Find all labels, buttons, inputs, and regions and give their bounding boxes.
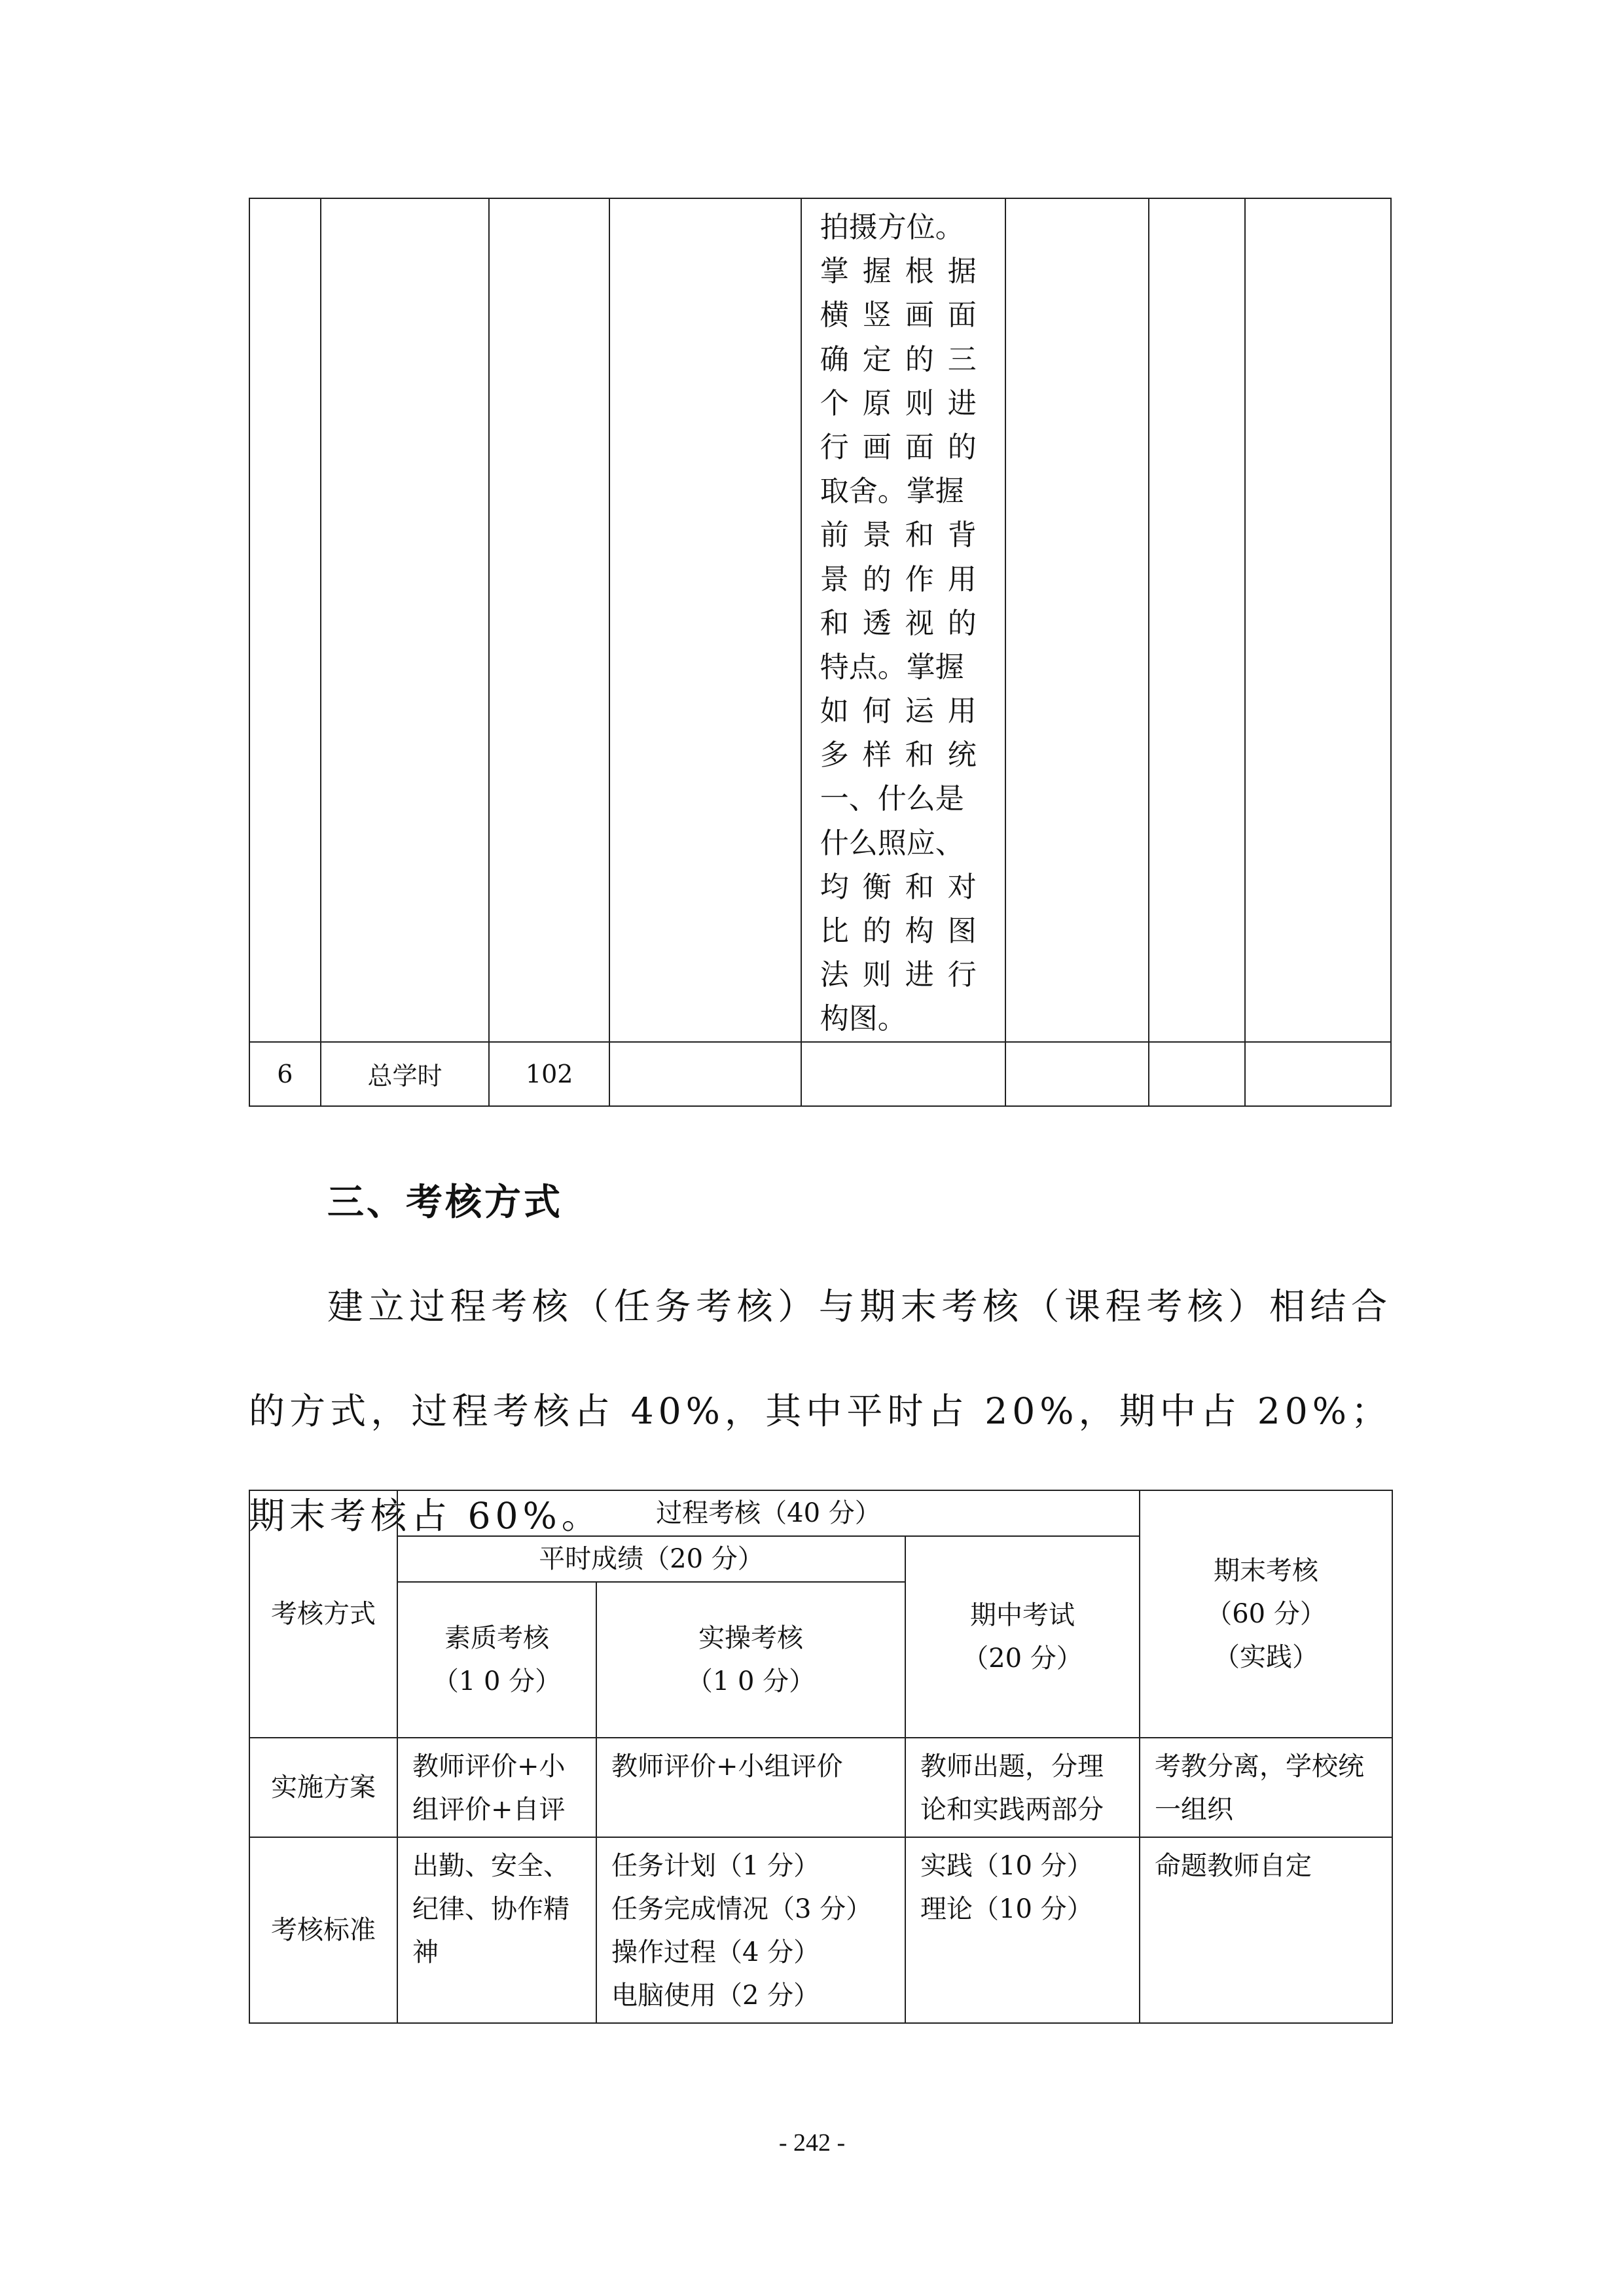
assessment-paragraph: 建立过程考核（任务考核）与期末考核（课程考核）相结合的方式，过程考核占 40%，其中平时占 20%，期中占 20%；期末考核占 60%。	[249, 1285, 1392, 1537]
total-hours-value: 102	[489, 1042, 609, 1106]
table-cell	[249, 198, 321, 1042]
assessment-method-header: 考核方式	[249, 1490, 397, 1738]
table-cell	[801, 1042, 1005, 1106]
content-line: 如何运用	[820, 694, 990, 728]
final-assessment-header	[1140, 1490, 1392, 1738]
text-line: 考教分离，学校统	[1155, 1751, 1365, 1782]
content-line: 掌握根据	[820, 255, 990, 289]
implementation-header: 实施方案	[249, 1738, 397, 1837]
implementation-row	[249, 1738, 1392, 1837]
midterm-header	[905, 1536, 1140, 1738]
content-line: 什么照应、	[820, 826, 964, 860]
table-cell	[489, 198, 609, 1042]
text-line: 教师评价+小组评价	[611, 1751, 843, 1782]
standard-row	[249, 1837, 1392, 2023]
content-line: 法则进行	[820, 958, 990, 992]
text-line: 组评价+自评	[412, 1795, 566, 1825]
usual-score-header: 平时成绩（20 分）	[397, 1536, 905, 1582]
quality-header	[397, 1582, 596, 1738]
quality-score: （1 0 分）	[432, 1666, 562, 1696]
assessment-table	[249, 1490, 1393, 2024]
standard-final	[1140, 1837, 1392, 2023]
table-cell	[321, 198, 490, 1042]
text-line: 教师评价+小	[412, 1751, 566, 1782]
teaching-content-cell	[801, 198, 1005, 1042]
content-line: 前景和背	[820, 518, 990, 552]
content-line: 构图。	[820, 1002, 907, 1036]
content-line: 特点。掌握	[820, 650, 964, 684]
plan-quality	[397, 1738, 596, 1837]
section-heading: 三、考核方式	[327, 1181, 563, 1224]
text-line: 理论（10 分）	[920, 1894, 1093, 1924]
final-score: （60 分）	[1206, 1599, 1326, 1629]
text-line: 教师出题，分理	[920, 1751, 1104, 1782]
table-cell	[1005, 198, 1149, 1042]
plan-final	[1140, 1738, 1392, 1837]
standard-practice	[596, 1837, 905, 2023]
practice-score: （1 0 分）	[686, 1666, 816, 1696]
table-cell	[1149, 198, 1244, 1042]
table-cell	[1245, 1042, 1391, 1106]
midterm-score: （20 分）	[962, 1643, 1083, 1674]
plan-practice	[596, 1738, 905, 1837]
table-row	[249, 1490, 1392, 1536]
text-line: 命题教师自定	[1155, 1851, 1312, 1881]
text-line: 出勤、安全、	[412, 1851, 569, 1881]
table-cell	[1245, 198, 1391, 1042]
content-line: 比的构图	[820, 914, 990, 948]
content-line: 均衡和对	[820, 870, 990, 904]
table-cell	[609, 198, 801, 1042]
table-cell	[1005, 1042, 1149, 1106]
text-line: 任务计划（1 分）	[611, 1851, 820, 1881]
content-line: 取舍。掌握	[820, 475, 964, 509]
content-line: 个原则进	[820, 386, 990, 420]
text-line: 任务完成情况（3 分）	[611, 1894, 873, 1924]
standard-header: 考核标准	[249, 1837, 397, 2023]
quality-title: 素质考核	[444, 1623, 549, 1653]
content-line: 拍摄方位。	[820, 211, 964, 244]
total-hours-row	[249, 1042, 1391, 1106]
text-line: 纪律、协作精	[412, 1894, 569, 1924]
table-row	[249, 198, 1391, 1042]
page-number: - 242 -	[778, 2129, 846, 2157]
content-line: 和透视的	[820, 606, 990, 640]
text-line: 操作过程（4 分）	[611, 1937, 820, 1967]
row-index: 6	[249, 1042, 321, 1106]
table-cell	[1149, 1042, 1244, 1106]
content-line: 横竖画面	[820, 298, 990, 332]
text-line: 一组织	[1155, 1795, 1234, 1825]
text-line: 实践（10 分）	[920, 1851, 1093, 1881]
standard-midterm	[905, 1837, 1140, 2023]
final-title: 期末考核	[1214, 1556, 1319, 1586]
standard-quality	[397, 1837, 596, 2023]
content-line: 景的作用	[820, 562, 990, 596]
text-line: 电脑使用（2 分）	[611, 1981, 820, 2011]
practice-title: 实操考核	[698, 1623, 803, 1653]
practice-header	[596, 1582, 905, 1738]
final-type: （实践）	[1214, 1642, 1319, 1672]
text-line: 论和实践两部分	[920, 1795, 1104, 1825]
midterm-title: 期中考试	[970, 1600, 1075, 1630]
content-line: 一、什么是	[820, 782, 964, 816]
process-assessment-header: 过程考核（40 分）	[397, 1490, 1140, 1536]
content-line: 行画面的	[820, 430, 990, 464]
content-line: 多样和统	[820, 738, 990, 772]
content-line: 确定的三	[820, 342, 990, 376]
total-hours-label: 总学时	[321, 1042, 490, 1106]
text-line: 神	[412, 1937, 439, 1967]
plan-midterm	[905, 1738, 1140, 1837]
course-plan-table	[249, 198, 1392, 1107]
table-cell	[609, 1042, 801, 1106]
